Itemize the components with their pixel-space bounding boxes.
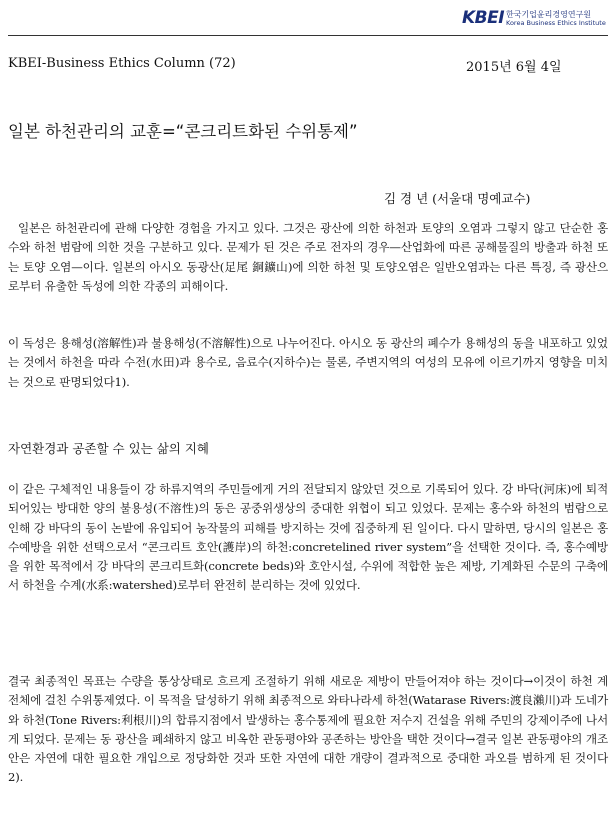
kbei-logo — [462, 8, 612, 30]
paragraph-1: 일본은 하천관리에 관해 다양한 경험을 가지고 있다. 그것은 광산에 의한 하천과 토양의 오염과 그렇지 않고 단순한 홍수와 하천 범람에 의한 것을 구분하고 있다. 문제가 된 것은 주로 전자의 경우—산업화에 따른 공해물질의 방출과 하천 또는 토양 오염—이다. 일본의 아시오 동광산(足尾 銅鑛山)에 의한 하천 및 토양오염은 일반오염과는 다른 특징, 즉 광산으로부터 유출한 독성에 의한 각종의 피해이다. — [8, 221, 608, 293]
page-title: 일본 하천관리의 교훈=“콘크리트화된 수위통제” — [8, 122, 358, 141]
logo-name-korean: 한국기업윤리경영연구원 — [506, 10, 592, 19]
header-rule — [8, 35, 608, 36]
logo-mark: KBEI — [462, 8, 505, 28]
logo-name-english: Korea Business Ethics Institute — [506, 19, 606, 27]
section-heading: 자연환경과 공존할 수 있는 삶의 지혜 — [8, 441, 209, 456]
column-label: KBEI-Business Ethics Column (72) — [8, 56, 236, 71]
paragraph-3: 이 같은 구체적인 내용들이 강 하류지역의 주민들에게 거의 전달되지 않았던 것으로 기록되어 있다. 강 바닥(河床)에 퇴적되어있는 방대한 양의 불용성(不溶性)의 동은 공중위생상의 중대한 위협이 되고 있었다. 문제는 홍수와 하천의 범람으로 인해 강 바닥의 동이 논밭에 유입되어 농작물의 피해를 방지하는 것에 집중하게 된 일이다. 다시 말하면, 당시의 일본은 홍수예방을 위한 선택으로서 “콘크리트 호안(護岸)의 하천:concretelined river system”을 선택한 것이다. 즉, 홍수예방을 위한 목적에서 강 바닥의 콘크리트화(concrete beds)와 호안시설, 수위에 적합한 높은 제방, 기계화된 수문의 구축에서 하천을 수계(水系:watershed)로부터 완전히 분리하는 것에 있었다. — [8, 482, 608, 593]
paragraph-4: 결국 최종적인 목표는 수량을 통상상태로 흐르게 조절하기 위해 새로운 제방이 만들어져야 하는 것이다→이것이 하천 계 전체에 걸친 수위통제였다. 이 목적을 달성하기 위해 최종적으로 와타나라세 하천(Watarase Rivers:渡良瀨川)과 도네가와 하천(Tone Rivers:利根川)의 합류지점에서 발생하는 홍수통제에 필요한 저수지 건설을 위해 주민의 강제이주에 나서게 되었다. 문제는 동 광산을 폐쇄하지 않고 비옥한 관동평야와 공존하는 방안을 택한 것이다→결국 일본 관동평야의 개조안은 자연에 대한 필요한 개입으로 정당화한 것과 또한 자연에 대한 개량이 결과적으로 중대한 과오를 범하게 된 것이다2). — [8, 674, 608, 785]
paragraph-2: 이 독성은 용해성(溶解性)과 불용해성(不溶解性)으로 나누어진다. 아시오 동 광산의 폐수가 용해성의 동을 내포하고 있었는 것에서 하천을 따라 수전(水田)과 용수로, 음료수(지하수)는 물론, 주변지역의 여성의 모유에 이르기까지 영향을 미치는 것으로 판명되었다1). — [8, 336, 608, 389]
column-date: 2015년 6월 4일 — [466, 60, 562, 75]
author-line: 김 경 년 (서울대 명예교수) — [384, 191, 531, 206]
